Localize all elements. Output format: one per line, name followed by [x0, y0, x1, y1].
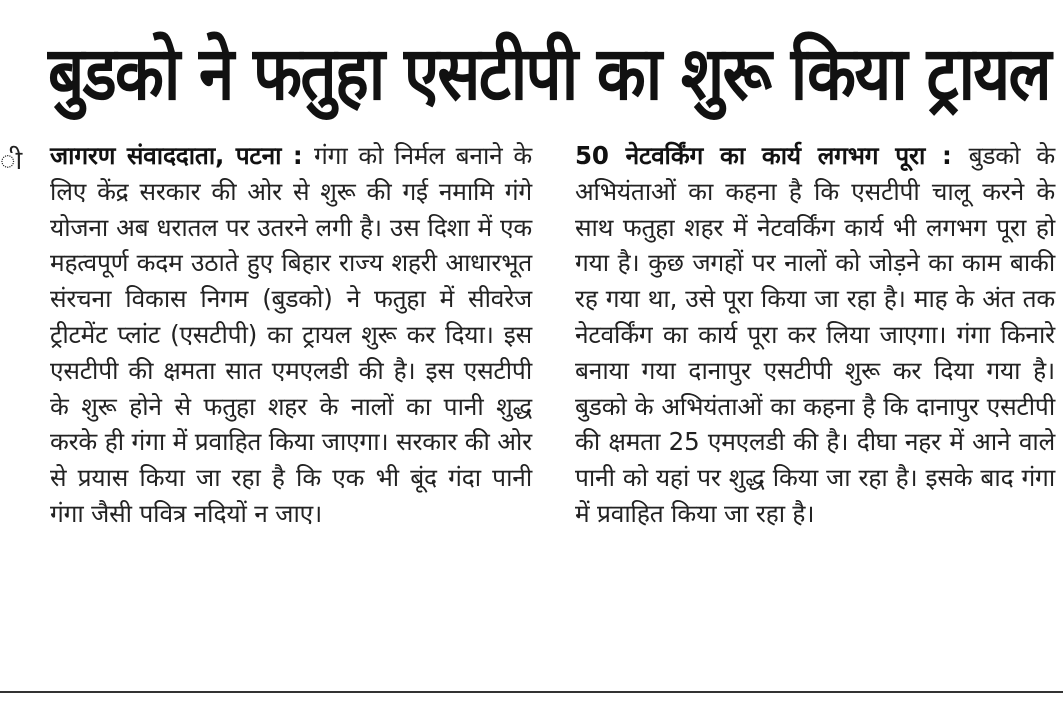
- article-column-left: [50, 138, 532, 532]
- article-column-right: [575, 138, 1055, 532]
- top-rule: [0, 0, 1063, 4]
- byline: जागरण संवाददाता, पटना :: [50, 141, 315, 170]
- article-body-right: बुडको के अभियंताओं का कहना है कि एसटीपी चालू करने के साथ फतुहा शहर में नेटवर्किंग कार्य भी लगभग पूरा हो गया है। कुछ जगहों पर नालों को जोड़ने का काम बाकी रह गया था, उसे पूरा किया जा रहा है। माह के अंत तक नेटवर्किंग का कार्य पूरा कर लिया जाएगा। गंगा किनारे बनाया गया दानापुर एसटीपी शुरू कर दिया गया है। बुडको के अभियंताओं का कहना है कि दानापुर एसटीपी की क्षमता 25 एमएलडी की है। दीघा नहर में आने वाले पानी को यहां पर शुद्ध किया जा रहा है। इसके बाद गंगा में प्रवाहित किया जा रहा है।: [575, 141, 1055, 528]
- article-body-left: गंगा को निर्मल बनाने के लिए केंद्र सरकार की ओर से शुरू की गई नमामि गंगे योजना अब धरातल पर उतरने लगी है। उस दिशा में एक महत्वपूर्ण कदम उठाते हुए बिहार राज्य शहरी आधारभूत संरचना विकास निगम (बुडको) ने फतुहा में सीवरेज ट्रीटमेंट प्लांट (एसटीपी) का ट्रायल शुरू कर दिया। इस एसटीपी की क्षमता सात एमएलडी की है। इस एसटीपी के शुरू होने से फतुहा शहर के नालों का पानी शुद्ध करके ही गंगा में प्रवाहित किया जाएगा। सरकार की ओर से प्रयास किया जा रहा है कि एक भी बूंद गंदा पानी गंगा जैसी पवित्र नदियों न जाए।: [50, 141, 532, 528]
- bottom-rule: [0, 691, 1063, 693]
- article-headline: बुडको ने फतुहा एसटीपी का शुरू किया ट्रायल: [48, 31, 1050, 117]
- subheading: 50 नेटवर्किंग का कार्य लगभग पूरा :: [575, 141, 969, 170]
- clipped-text-fragment: ी: [0, 146, 23, 176]
